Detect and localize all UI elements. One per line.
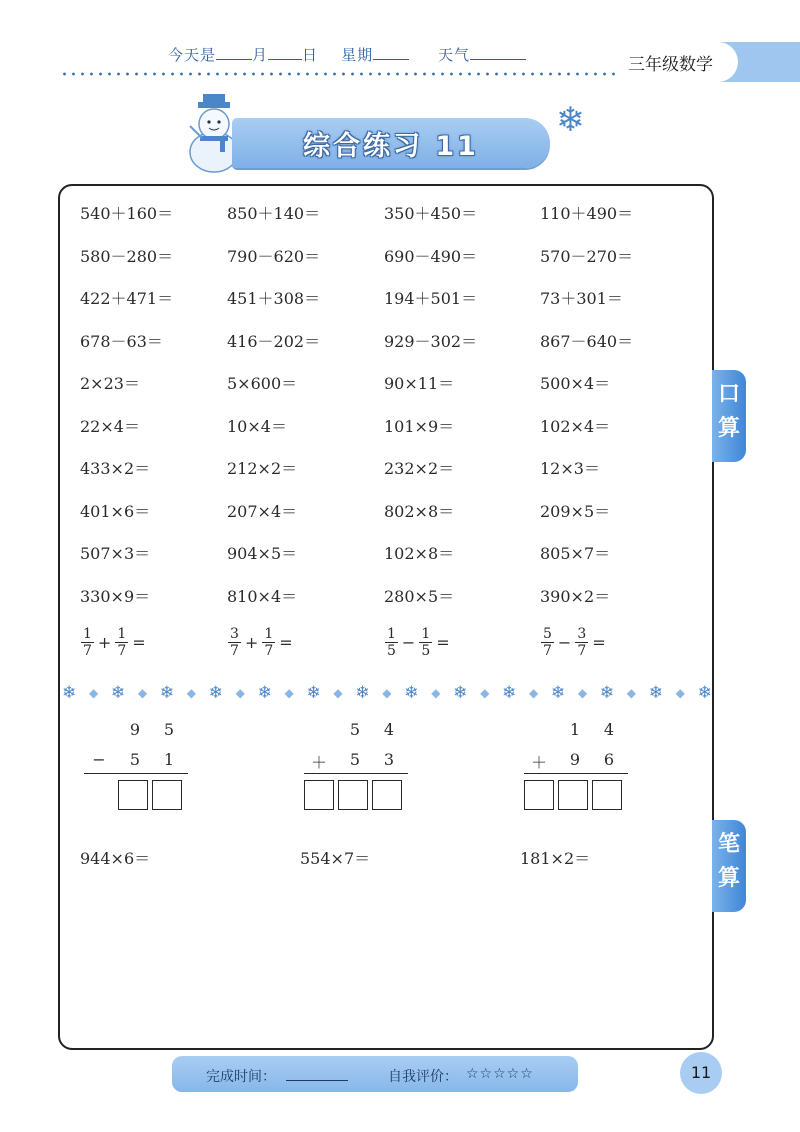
top-digit: 1 xyxy=(569,720,581,739)
written-calc-tab xyxy=(712,820,746,912)
oral-problem: 350＋450＝ xyxy=(384,204,478,223)
exercise-box xyxy=(58,184,714,1050)
equals-sign: = xyxy=(279,633,293,652)
fraction-denominator: 7 xyxy=(577,643,587,659)
oral-problem: 101×9＝ xyxy=(384,416,455,436)
answer-box[interactable] xyxy=(118,780,148,810)
equals-sign: = xyxy=(592,633,606,652)
snowflake-icon: ❄ xyxy=(306,683,321,703)
fraction xyxy=(541,626,554,659)
weekday-blank[interactable] xyxy=(373,45,409,60)
fraction-numerator: 1 xyxy=(264,626,274,642)
oral-problem: 451＋308＝ xyxy=(227,289,321,308)
top-digit: 4 xyxy=(383,720,395,739)
operator: − xyxy=(401,633,416,652)
oral-problem: 580－280＝ xyxy=(80,246,174,266)
date-prefix: 今天是 xyxy=(168,46,217,64)
snowflake-icon: ❄ xyxy=(648,683,663,703)
diamond-icon: ◆ xyxy=(528,686,539,700)
oral-problem: 507×3＝ xyxy=(80,544,151,563)
diamond-icon: ◆ xyxy=(88,686,99,700)
operator: + xyxy=(97,633,112,652)
oral-problem: 570－270＝ xyxy=(540,246,634,266)
snowflake-icon: ❄ xyxy=(110,683,126,703)
operator: − xyxy=(557,633,572,652)
page-number: 11 xyxy=(680,1052,722,1094)
diamond-icon: ◆ xyxy=(626,686,636,700)
answer-box[interactable] xyxy=(592,780,622,810)
fraction-denominator: 5 xyxy=(421,643,431,659)
oral-problem: 810×4＝ xyxy=(227,586,298,606)
top-digit: 5 xyxy=(349,720,361,739)
oral-tab-char-2: 算 xyxy=(717,416,740,441)
oral-problem: 805×7＝ xyxy=(540,544,611,563)
fraction xyxy=(228,626,241,659)
equals-sign: = xyxy=(436,633,450,652)
date-line xyxy=(168,44,526,65)
oral-problem: 280×5＝ xyxy=(384,586,455,606)
fraction-denominator: 7 xyxy=(264,643,274,659)
fraction-numerator: 3 xyxy=(230,626,239,642)
bottom-digit: 5 xyxy=(129,750,141,769)
oral-problem: 790－620＝ xyxy=(227,246,321,266)
diamond-icon: ◆ xyxy=(284,686,294,700)
self-eval-label: 自我评价： xyxy=(388,1069,458,1085)
weather-label: 天气 xyxy=(437,46,470,64)
fraction-problem xyxy=(384,626,453,659)
header-dotted-line xyxy=(60,72,620,76)
day-label: 日 xyxy=(302,46,319,64)
written-problem: 181×2＝ xyxy=(520,849,591,868)
answer-box[interactable] xyxy=(338,780,368,810)
oral-problem: 904×5＝ xyxy=(227,544,298,563)
snowflake-icon: ❄ xyxy=(355,683,370,703)
oral-problem: 802×8＝ xyxy=(384,501,455,521)
snowflake-icon: ❄ xyxy=(502,683,517,703)
bottom-digit: 3 xyxy=(383,750,395,769)
fraction xyxy=(419,626,432,659)
oral-problem: 2×23＝ xyxy=(80,374,140,393)
fraction xyxy=(115,626,128,659)
snowflake-icon: ❄ xyxy=(404,683,419,703)
fraction-numerator: 1 xyxy=(387,626,396,642)
completion-time-label: 完成时间： xyxy=(206,1069,276,1085)
diamond-icon: ◆ xyxy=(382,686,392,700)
fraction xyxy=(385,626,398,659)
sum-line xyxy=(524,773,628,774)
diamond-icon: ◆ xyxy=(675,686,685,700)
top-digit: 9 xyxy=(129,720,141,739)
fraction-denominator: 7 xyxy=(230,643,239,659)
rating-stars[interactable]: ☆☆☆☆☆ xyxy=(466,1066,534,1082)
oral-problem: 102×4＝ xyxy=(540,416,611,436)
month-blank[interactable] xyxy=(216,45,252,60)
fraction xyxy=(81,626,94,659)
sum-line xyxy=(84,773,188,774)
oral-problem: 390×2＝ xyxy=(540,586,611,606)
grade-label: 三年级数学 xyxy=(628,55,713,75)
snowflake-icon: ❄ xyxy=(556,100,585,140)
fraction-numerator: 3 xyxy=(577,626,587,642)
answer-box[interactable] xyxy=(558,780,588,810)
page-title: 综合练习 11 xyxy=(303,131,479,162)
written-tab-char-2: 算 xyxy=(717,866,740,891)
day-blank[interactable] xyxy=(268,45,302,60)
fraction-numerator: 5 xyxy=(543,626,552,642)
oral-problem: 102×8＝ xyxy=(384,544,455,563)
diamond-icon: ◆ xyxy=(137,686,148,700)
snowflake-icon: ❄ xyxy=(550,683,566,703)
oral-problem: 207×4＝ xyxy=(227,501,298,521)
oral-calc-tab xyxy=(712,370,746,462)
operator: − xyxy=(92,750,106,769)
snowflake-divider xyxy=(62,682,712,704)
diamond-icon: ◆ xyxy=(431,686,441,700)
answer-box[interactable] xyxy=(524,780,554,810)
fraction-denominator: 5 xyxy=(387,643,396,659)
operator: ＋ xyxy=(530,753,547,772)
answer-box[interactable] xyxy=(152,780,182,810)
oral-problem: 232×2＝ xyxy=(384,459,455,478)
snowflake-icon: ❄ xyxy=(697,683,712,703)
written-problem: 554×7＝ xyxy=(300,849,371,868)
oral-problem: 540＋160＝ xyxy=(80,204,174,223)
oral-problem: 850＋140＝ xyxy=(227,204,321,223)
written-problem: 944×6＝ xyxy=(80,849,151,868)
oral-problem: 90×11＝ xyxy=(384,374,455,393)
snowflake-icon: ❄ xyxy=(257,683,272,703)
fraction-numerator: 1 xyxy=(421,626,431,642)
top-digit: 5 xyxy=(163,720,175,739)
oral-problem: 212×2＝ xyxy=(227,459,298,478)
bottom-digit: 5 xyxy=(349,750,361,769)
oral-problem: 867－640＝ xyxy=(540,331,634,351)
oral-problem: 110＋490＝ xyxy=(540,204,634,223)
fraction-numerator: 1 xyxy=(117,626,127,642)
oral-problem: 5×600＝ xyxy=(227,374,298,393)
fraction-numerator: 1 xyxy=(83,626,92,642)
snowflake-icon: ❄ xyxy=(62,683,77,703)
oral-problem: 422＋471＝ xyxy=(80,289,174,308)
oral-problem: 194＋501＝ xyxy=(384,289,478,308)
oral-tab-char-1: 口 xyxy=(717,382,740,407)
fraction-denominator: 7 xyxy=(117,643,127,659)
operator: + xyxy=(244,633,259,652)
oral-problem: 500×4＝ xyxy=(540,374,611,393)
month-label: 月 xyxy=(252,46,269,64)
oral-problem: 330×9＝ xyxy=(80,586,151,606)
weather-blank[interactable] xyxy=(470,45,526,60)
fraction-problem xyxy=(80,626,149,659)
fraction xyxy=(262,626,275,659)
weekday-label: 星期 xyxy=(341,46,374,64)
snowflake-icon: ❄ xyxy=(159,683,175,703)
fraction-denominator: 7 xyxy=(543,643,552,659)
fraction xyxy=(575,626,588,659)
fraction-denominator: 7 xyxy=(83,643,92,659)
fraction-problem xyxy=(227,626,296,659)
snowflake-icon: ❄ xyxy=(599,683,615,703)
diamond-icon: ◆ xyxy=(186,686,196,700)
operator: ＋ xyxy=(310,753,327,772)
oral-problem: 416－202＝ xyxy=(227,331,321,351)
answer-box[interactable] xyxy=(372,780,402,810)
equals-sign: = xyxy=(132,633,146,652)
oral-problem: 73＋301＝ xyxy=(540,289,623,308)
oral-problem: 12×3＝ xyxy=(540,459,600,478)
oral-problem: 690－490＝ xyxy=(384,246,478,266)
completion-time-blank[interactable] xyxy=(286,1080,348,1081)
fraction-problem xyxy=(540,626,609,659)
written-tab-char-1: 笔 xyxy=(717,832,740,857)
oral-problem: 22×4＝ xyxy=(80,416,140,436)
oral-problem: 10×4＝ xyxy=(227,416,287,436)
diamond-icon: ◆ xyxy=(333,686,343,700)
oral-problem: 929－302＝ xyxy=(384,331,478,351)
diamond-icon: ◆ xyxy=(577,686,588,700)
oral-problem: 209×5＝ xyxy=(540,501,611,521)
oral-problem: 401×6＝ xyxy=(80,501,151,521)
oral-problem: 678－63＝ xyxy=(80,331,163,351)
top-digit: 4 xyxy=(603,720,615,739)
bottom-digit: 9 xyxy=(569,750,581,769)
answer-box[interactable] xyxy=(304,780,334,810)
bottom-digit: 1 xyxy=(163,750,175,769)
bottom-digit: 6 xyxy=(603,750,615,769)
oral-problem: 433×2＝ xyxy=(80,459,151,478)
diamond-icon: ◆ xyxy=(235,686,245,700)
snowflake-icon: ❄ xyxy=(208,683,223,703)
sum-line xyxy=(304,773,408,774)
diamond-icon: ◆ xyxy=(480,686,490,700)
snowflake-icon: ❄ xyxy=(453,683,468,703)
